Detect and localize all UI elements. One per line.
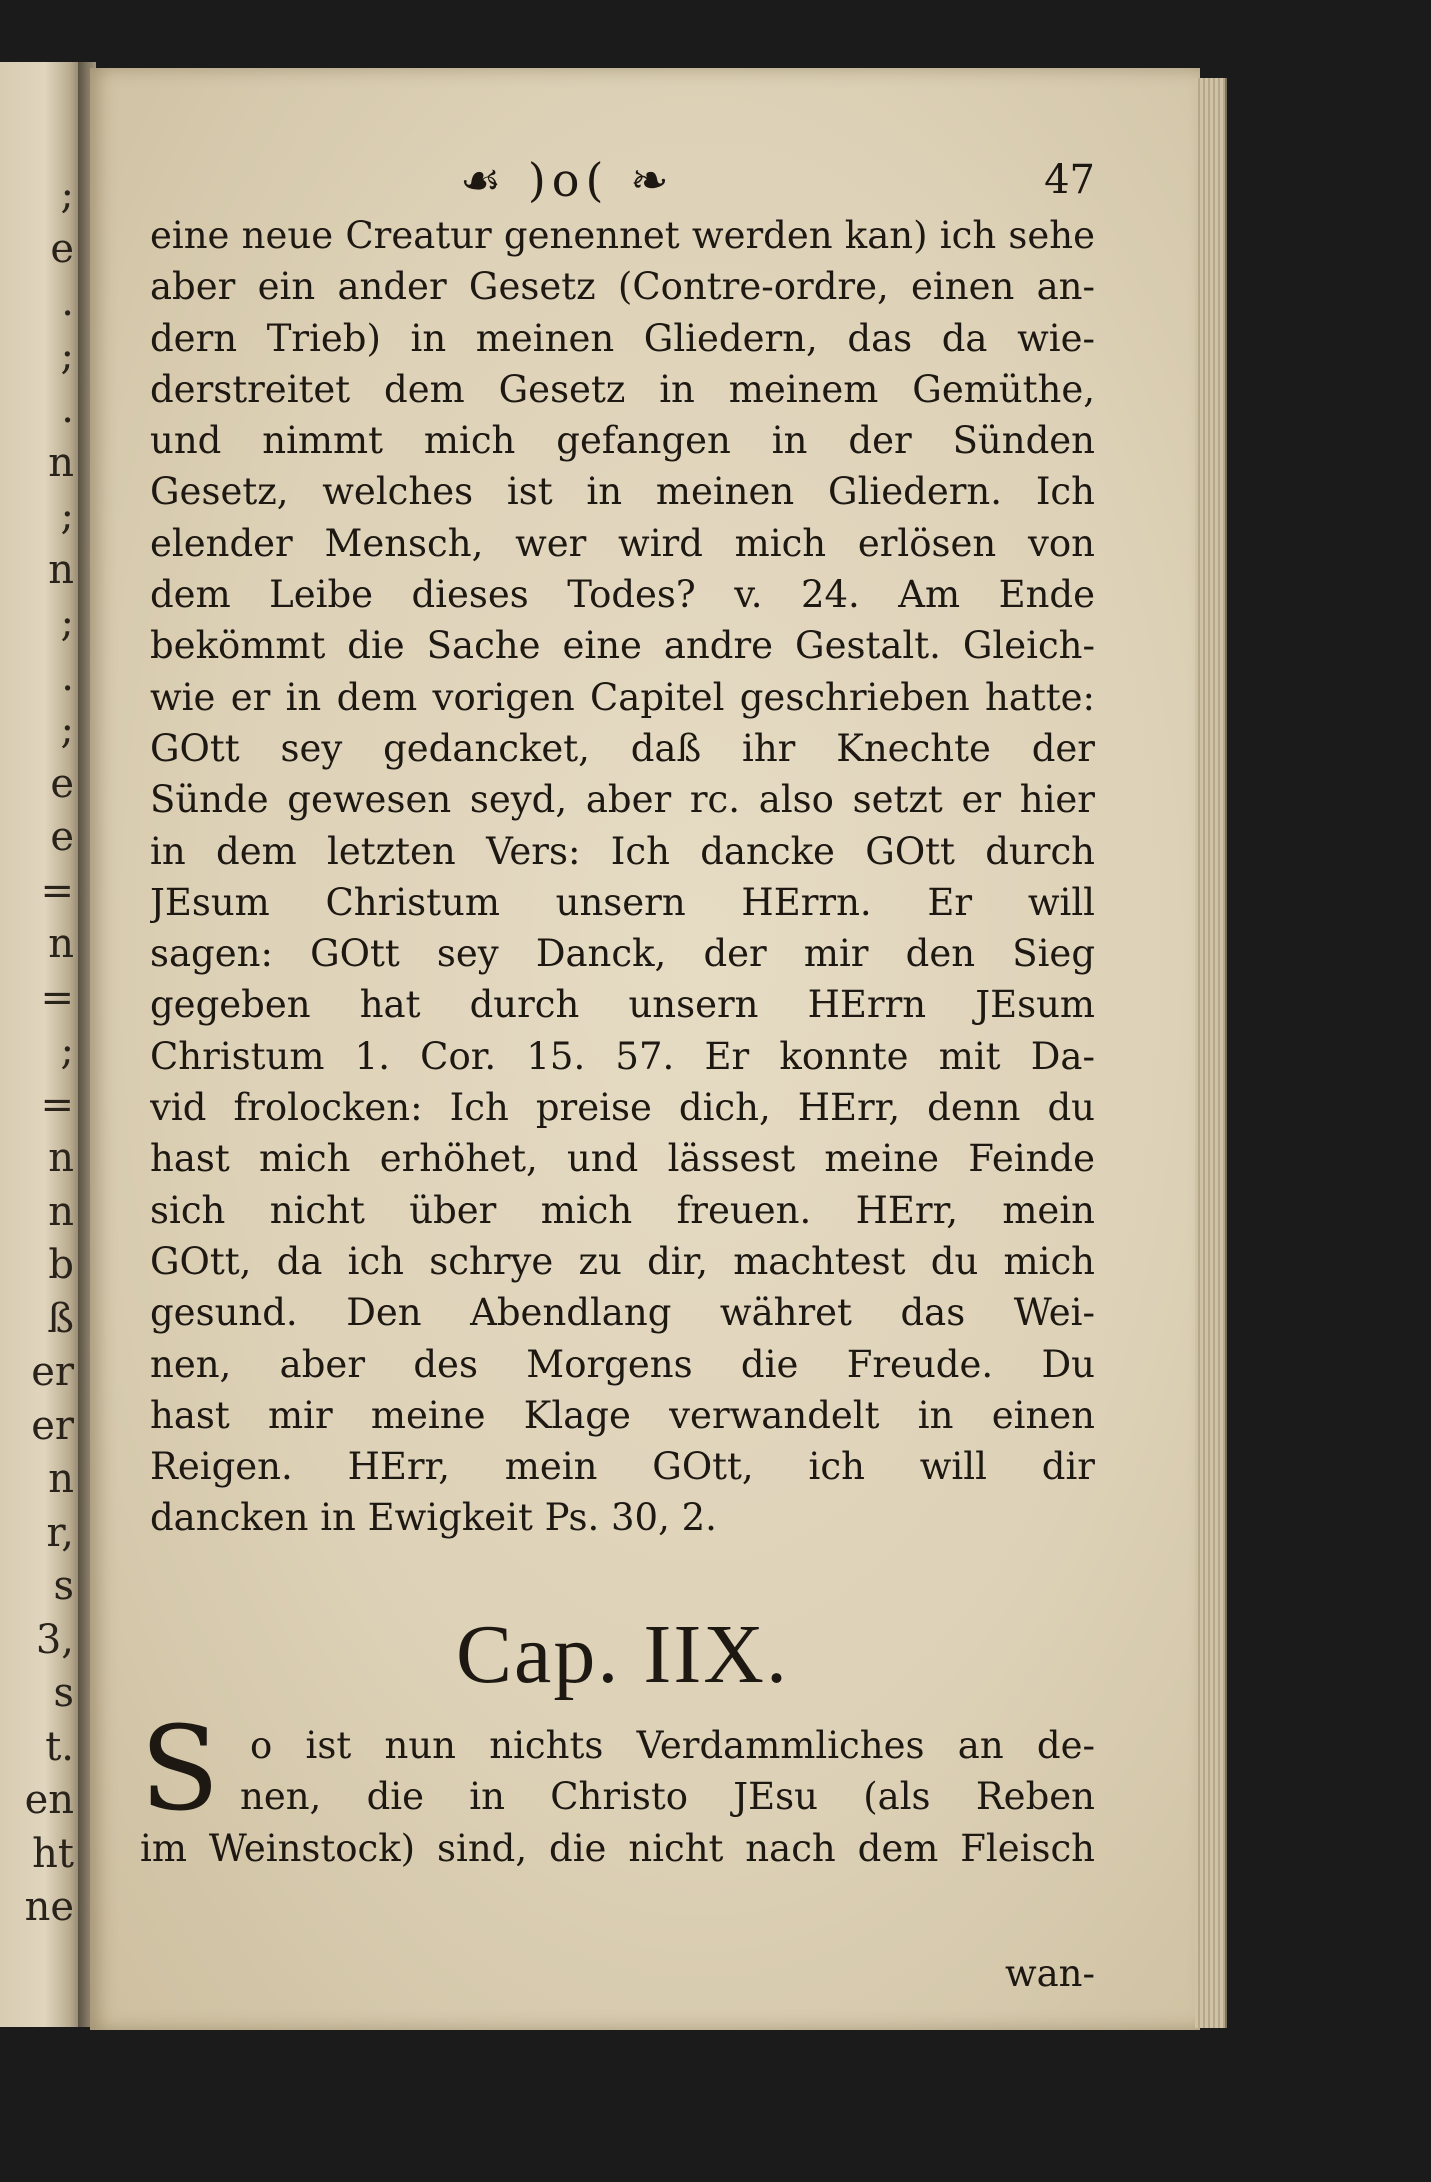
page-number: 47 [1044, 157, 1095, 203]
left-page-fragment: . [61, 653, 74, 700]
left-page-fragment: = [40, 1081, 74, 1128]
left-page-fragment: ne [24, 1884, 74, 1930]
left-page-fragment: ; [60, 332, 74, 379]
chapter-line: nen, die in Christo JEsu (als Reben [240, 1775, 1095, 1819]
text-line: Sünde gewesen seyd, aber rc. also setzt er hier [150, 778, 1095, 822]
text-line: aber ein ander Gesetz (Contre-ordre, einen an- [150, 265, 1095, 309]
text-line: gesund. Den Abendlang währet das Wei- [150, 1291, 1095, 1335]
catchword: wan- [1004, 1952, 1095, 1995]
left-page-fragment: = [40, 867, 74, 914]
left-page-fragment: er [31, 1349, 74, 1395]
left-page-fragment: n [48, 1135, 74, 1181]
left-page-fragment: n [48, 1188, 74, 1235]
text-line: hast mir meine Klage verwandelt in einen [150, 1393, 1095, 1437]
chapter-line: im Weinstock) sind, die nicht nach dem Fleisch [140, 1826, 1095, 1870]
text-line: JEsum Christum unsern HErrn. Er will [150, 880, 1095, 924]
chapter-opening [140, 1702, 1095, 1874]
left-page-fragment: t. [45, 1723, 74, 1770]
left-page-fragment: ; [60, 1028, 74, 1074]
text-line: elender Mensch, wer wird mich erlösen von [150, 521, 1095, 565]
left-page-fragment: . [61, 279, 74, 325]
text-line: sich nicht über mich freuen. HErr, mein [150, 1188, 1095, 1232]
left-facing-page [0, 62, 82, 2027]
left-page-fragment: r, [46, 1509, 74, 1556]
text-line: Christum 1. Cor. 15. 57. Er konnte mit Da- [150, 1034, 1095, 1078]
left-page-fragment: n [48, 921, 74, 967]
left-page-fragment: e [50, 814, 74, 860]
body-text [150, 210, 1095, 1544]
left-page-fragment: 3, [35, 1616, 74, 1663]
text-line: dem Leibe dieses Todes? v. 24. Am Ende [150, 573, 1095, 617]
left-page-fragment: . [61, 386, 74, 432]
left-page-fragment: n [48, 439, 74, 486]
left-page-fragment: e [50, 225, 74, 272]
left-page-fragment: ; [60, 493, 74, 539]
running-header [150, 150, 1095, 210]
left-page-fragment: er [31, 1402, 74, 1449]
left-page-fragment: ; [60, 707, 74, 753]
left-page-fragment: = [40, 974, 74, 1021]
left-page-fragment: ß [47, 1295, 74, 1342]
header-ornament: ☙ )o( ❧ [460, 153, 675, 207]
left-page-fragment: e [50, 760, 74, 807]
text-line: dern Trieb) in meinen Gliedern, das da wie- [150, 316, 1095, 360]
text-line: eine neue Creatur genennet werden kan) ich sehe [150, 214, 1095, 257]
left-page-fragment: ; [60, 172, 74, 218]
left-page-fragment: b [48, 1242, 74, 1288]
left-page-fragment: ; [60, 600, 74, 646]
text-line: gegeben hat durch unsern HErrn JEsum [150, 983, 1095, 1027]
chapter-heading: Cap. IIX. [456, 1608, 789, 1701]
text-line: Reigen. HErr, mein GOtt, ich will dir [150, 1445, 1095, 1489]
text-line: und nimmt mich gefangen in der Sünden [150, 419, 1095, 463]
text-line: dancken in Ewigkeit Ps. 30, 2. [150, 1496, 717, 1540]
text-line: vid frolocken: Ich preise dich, HErr, denn du [150, 1086, 1095, 1130]
text-line: sagen: GOtt sey Danck, der mir den Sieg [150, 932, 1095, 976]
left-page-fragment: n [48, 546, 74, 593]
chapter-line: o ist nun nichts Verdammliches an de- [250, 1724, 1095, 1767]
left-page-fragment: s [53, 1563, 74, 1609]
text-line: derstreitet dem Gesetz in meinem Gemüthe, [150, 367, 1095, 411]
left-page-fragment: s [53, 1670, 74, 1716]
left-page-fragment: ht [32, 1830, 74, 1877]
left-page-fragment: en [24, 1777, 74, 1823]
text-line: GOtt, da ich schrye zu dir, machtest du mich [150, 1239, 1095, 1283]
text-line: bekömmt die Sache eine andre Gestalt. Gleich- [150, 624, 1095, 668]
text-line: GOtt sey gedancket, daß ihr Knechte der [150, 726, 1095, 770]
left-page-fragment: n [48, 1456, 74, 1502]
text-line: hast mich erhöhet, und lässest meine Feinde [150, 1137, 1095, 1181]
drop-initial: S [140, 1702, 220, 1837]
text-line: nen, aber des Morgens die Freude. Du [150, 1342, 1095, 1386]
text-line: Gesetz, welches ist in meinen Gliedern. Ich [150, 470, 1095, 514]
page-edges [1195, 78, 1227, 2028]
text-line: in dem letzten Vers: Ich dancke GOtt durch [150, 829, 1095, 873]
text-line: wie er in dem vorigen Capitel geschrieben hatte: [150, 675, 1095, 719]
